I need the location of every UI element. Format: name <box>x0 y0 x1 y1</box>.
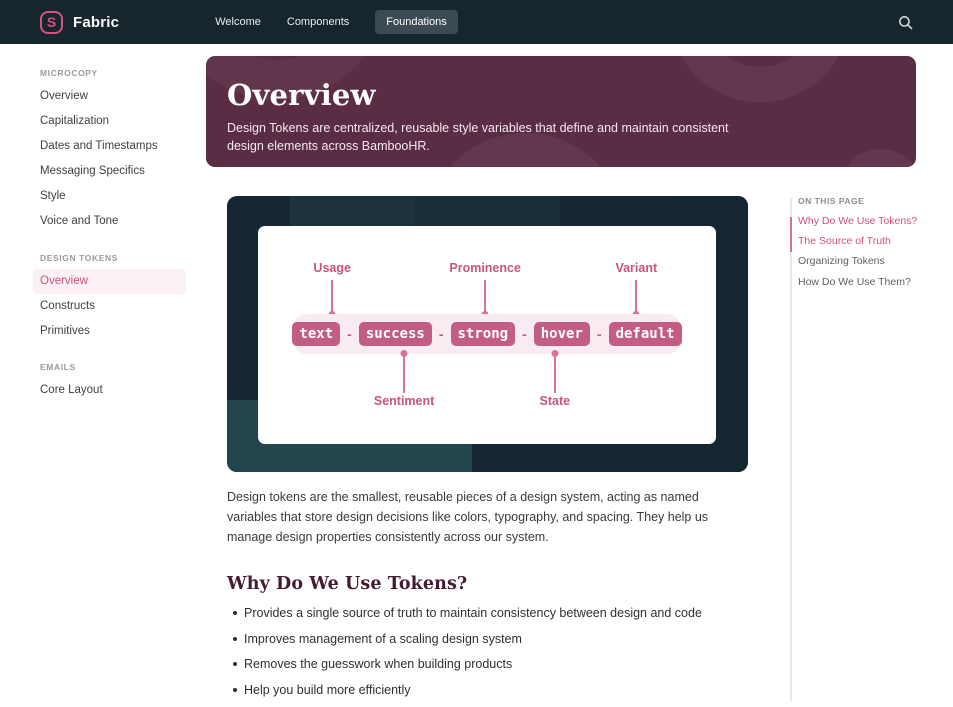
brand-name: Fabric <box>73 13 120 31</box>
token-pill-variant: default <box>609 322 682 346</box>
token-pill-sentiment: success <box>359 322 432 346</box>
token-formula <box>293 314 681 354</box>
list-item: Help you build more efficiently <box>227 682 748 700</box>
intro-paragraph: Design tokens are the smallest, reusable pieces of a design system, acting as named variables that store design decisions like colors, typography, and spacing. They help us manage design properties consistently across our system. <box>227 490 709 544</box>
sidebar-section-title: DESIGN TOKENS <box>40 252 119 263</box>
section-heading-why-tokens: Why Do We Use Tokens? <box>227 574 468 595</box>
toc-link-organizing-tokens[interactable]: Organizing Tokens <box>798 255 885 268</box>
list-item: Improves management of a scaling design system <box>227 631 748 649</box>
sidebar-item-messaging-specifics[interactable]: Messaging Specifics <box>40 164 145 177</box>
toc-link-why-do-we-use-tokens[interactable]: Why Do We Use Tokens? <box>798 215 918 227</box>
token-pill-prominence: strong <box>451 322 516 346</box>
sidebar-item-overview-design-tokens[interactable]: Overview <box>33 269 186 294</box>
nav-item-foundations[interactable]: Foundations <box>375 10 458 34</box>
list-item: Provides a single source of truth to maintain consistency between design and code <box>227 605 748 623</box>
article <box>227 196 748 707</box>
token-pill-state: hover <box>534 322 590 346</box>
sidebar-item-style[interactable]: Style <box>40 189 66 202</box>
anatomy-label-prominence: Prominence <box>449 261 521 275</box>
toc-active-indicator <box>790 217 792 252</box>
brand[interactable] <box>40 11 119 34</box>
anatomy-label-usage: Usage <box>313 261 351 275</box>
sidebar-section-design-tokens <box>0 247 206 344</box>
main-content <box>206 44 953 697</box>
connector-line <box>554 355 556 393</box>
token-separator: - <box>596 326 602 342</box>
sidebar-item-overview-microcopy[interactable]: Overview <box>40 90 88 102</box>
connector-line <box>635 280 637 314</box>
token-separator: - <box>438 326 444 342</box>
sidebar-item-constructs[interactable]: Constructs <box>40 299 95 312</box>
toc-link-how-do-we-use-them[interactable]: How Do We Use Them? <box>798 275 911 288</box>
connector-line <box>484 280 486 314</box>
token-anatomy-diagram <box>227 196 748 472</box>
token-pill-usage: text <box>292 322 340 346</box>
token-separator: - <box>347 326 352 342</box>
connector-line <box>331 280 333 314</box>
anatomy-label-variant: Variant <box>615 261 658 275</box>
page-hero-banner <box>206 56 916 167</box>
fabric-logo-icon: S <box>40 11 63 34</box>
top-navbar <box>0 0 953 44</box>
search-button[interactable] <box>898 15 913 30</box>
benefits-list <box>227 605 748 699</box>
on-this-page-nav <box>790 196 926 707</box>
nav-item-welcome[interactable]: Welcome <box>215 16 261 28</box>
sidebar-item-dates-and-timestamps[interactable]: Dates and Timestamps <box>40 139 158 152</box>
nav-item-components[interactable]: Components <box>286 16 350 28</box>
page-description: Design Tokens are centralized, reusable style variables that define and maintain consistent design elements across BambooHR. <box>227 121 729 154</box>
sidebar-section-title: EMAILS <box>40 362 76 373</box>
token-separator: - <box>522 326 527 342</box>
sidebar-item-voice-and-tone[interactable]: Voice and Tone <box>40 214 119 227</box>
sidebar-item-capitalization[interactable]: Capitalization <box>40 114 110 127</box>
sidebar-section-title: MICROCOPY <box>40 68 98 78</box>
anatomy-label-sentiment: Sentiment <box>373 394 435 408</box>
token-anatomy-card <box>258 226 716 444</box>
search-icon <box>898 15 913 30</box>
sidebar-item-primitives[interactable]: Primitives <box>40 324 90 337</box>
list-item: Removes the guesswork when building products <box>227 656 748 674</box>
page-title: Overview <box>227 78 376 112</box>
connector-line <box>403 355 405 393</box>
toc-link-the-source-of-truth[interactable]: The Source of Truth <box>798 235 891 248</box>
sidebar-section-microcopy <box>0 62 206 234</box>
left-sidebar <box>0 44 206 630</box>
anatomy-label-state: State <box>539 394 571 408</box>
sidebar-section-emails <box>0 356 206 403</box>
sidebar-item-core-layout[interactable]: Core Layout <box>40 384 103 397</box>
nav-items <box>215 10 458 34</box>
toc-title: ON THIS PAGE <box>798 196 865 206</box>
